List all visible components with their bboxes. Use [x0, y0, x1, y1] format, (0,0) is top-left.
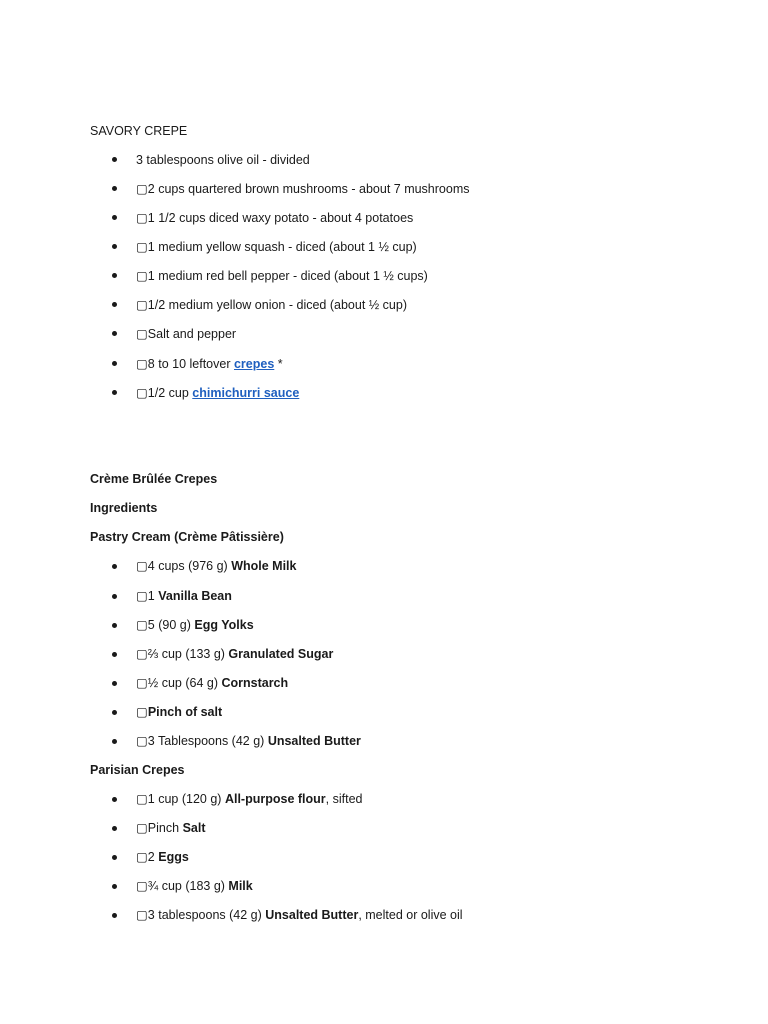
- bullet: [112, 361, 117, 366]
- list-item: [136, 558, 296, 574]
- bullet: [112, 855, 117, 860]
- bullet: [112, 273, 117, 278]
- list-item: ▢1 1/2 cups diced waxy potato - about 4 potatoes: [136, 211, 414, 225]
- item-bold: Unsalted Butter: [265, 908, 359, 922]
- list-item-chimichurri: [136, 385, 299, 401]
- chimichurri-sauce-link[interactable]: chimichurri sauce: [192, 386, 300, 400]
- list-item: [136, 675, 288, 691]
- item-bold: Pinch of salt: [147, 705, 223, 719]
- list-item: [136, 617, 254, 633]
- item-text: ▢1/2 cup: [136, 386, 193, 400]
- list-item: [136, 646, 333, 662]
- item-text: ▢: [136, 705, 148, 719]
- item-text: ▢8 to 10 leftover: [136, 357, 234, 371]
- item-text: ▢⅔ cup (133 g): [136, 647, 229, 661]
- list-item-crepes: [136, 356, 283, 372]
- parisian-crepes-heading: Parisian Crepes: [90, 763, 185, 777]
- bullet: [112, 157, 117, 162]
- bullet: [112, 681, 117, 686]
- bullet: [112, 652, 117, 657]
- savory-crepe-title: SAVORY CREPE: [90, 124, 188, 138]
- item-text: ▢½ cup (64 g): [136, 676, 222, 690]
- list-item: [136, 704, 222, 720]
- bullet: [112, 244, 117, 249]
- list-item: ▢1/2 medium yellow onion - diced (about ½ cup): [136, 298, 407, 312]
- item-text: ▢3 Tablespoons (42 g): [136, 734, 268, 748]
- bullet: [112, 331, 117, 336]
- list-item: ▢2 cups quartered brown mushrooms - about 7 mushrooms: [136, 182, 470, 196]
- item-text: ▢2: [136, 850, 159, 864]
- list-item: [136, 733, 361, 749]
- item-suffix: , melted or olive oil: [358, 908, 463, 922]
- item-bold: Egg Yolks: [194, 618, 254, 632]
- bullet: [112, 739, 117, 744]
- item-text: ▢¾ cup (183 g): [136, 879, 229, 893]
- ingredients-heading: Ingredients: [90, 501, 158, 515]
- bullet: [112, 564, 117, 569]
- bullet: [112, 710, 117, 715]
- item-text: ▢5 (90 g): [136, 618, 195, 632]
- list-item: [136, 907, 463, 923]
- creme-brulee-title: Crème Brûlée Crepes: [90, 472, 218, 486]
- item-bold: Granulated Sugar: [228, 647, 334, 661]
- list-item: [136, 791, 362, 807]
- bullet: [112, 884, 117, 889]
- item-text: ▢1 cup (120 g): [136, 792, 225, 806]
- list-item: 3 tablespoons olive oil - divided: [136, 153, 310, 167]
- item-bold: Whole Milk: [231, 559, 297, 573]
- pastry-cream-heading: Pastry Cream (Crème Pâtissière): [90, 530, 284, 544]
- list-item: [136, 878, 253, 894]
- bullet: [112, 594, 117, 599]
- item-bold: Cornstarch: [221, 676, 289, 690]
- list-item: [136, 588, 232, 604]
- item-bold: Milk: [228, 879, 253, 893]
- bullet: [112, 390, 117, 395]
- item-bold: All-purpose flour: [224, 792, 326, 806]
- list-item: [136, 820, 206, 836]
- bullet: [112, 215, 117, 220]
- item-bold: Vanilla Bean: [158, 589, 232, 603]
- bullet: [112, 826, 117, 831]
- item-text: ▢Pinch: [136, 821, 183, 835]
- list-item: ▢1 medium red bell pepper - diced (about 1 ½ cups): [136, 269, 428, 283]
- bullet: [112, 623, 117, 628]
- item-bold: Unsalted Butter: [267, 734, 361, 748]
- item-bold: Salt: [182, 821, 206, 835]
- item-text: ▢3 tablespoons (42 g): [136, 908, 266, 922]
- bullet: [112, 797, 117, 802]
- item-bold: Eggs: [158, 850, 189, 864]
- list-item: [136, 849, 189, 865]
- list-item: ▢Salt and pepper: [136, 327, 237, 341]
- list-item: ▢1 medium yellow squash - diced (about 1 ½ cup): [136, 240, 417, 254]
- item-text: ▢1: [136, 589, 159, 603]
- bullet: [112, 302, 117, 307]
- item-suffix: *: [274, 357, 283, 371]
- bullet: [112, 186, 117, 191]
- crepes-link[interactable]: crepes: [233, 357, 275, 371]
- item-suffix: , sifted: [325, 792, 363, 806]
- bullet: [112, 913, 117, 918]
- item-text: ▢4 cups (976 g): [136, 559, 232, 573]
